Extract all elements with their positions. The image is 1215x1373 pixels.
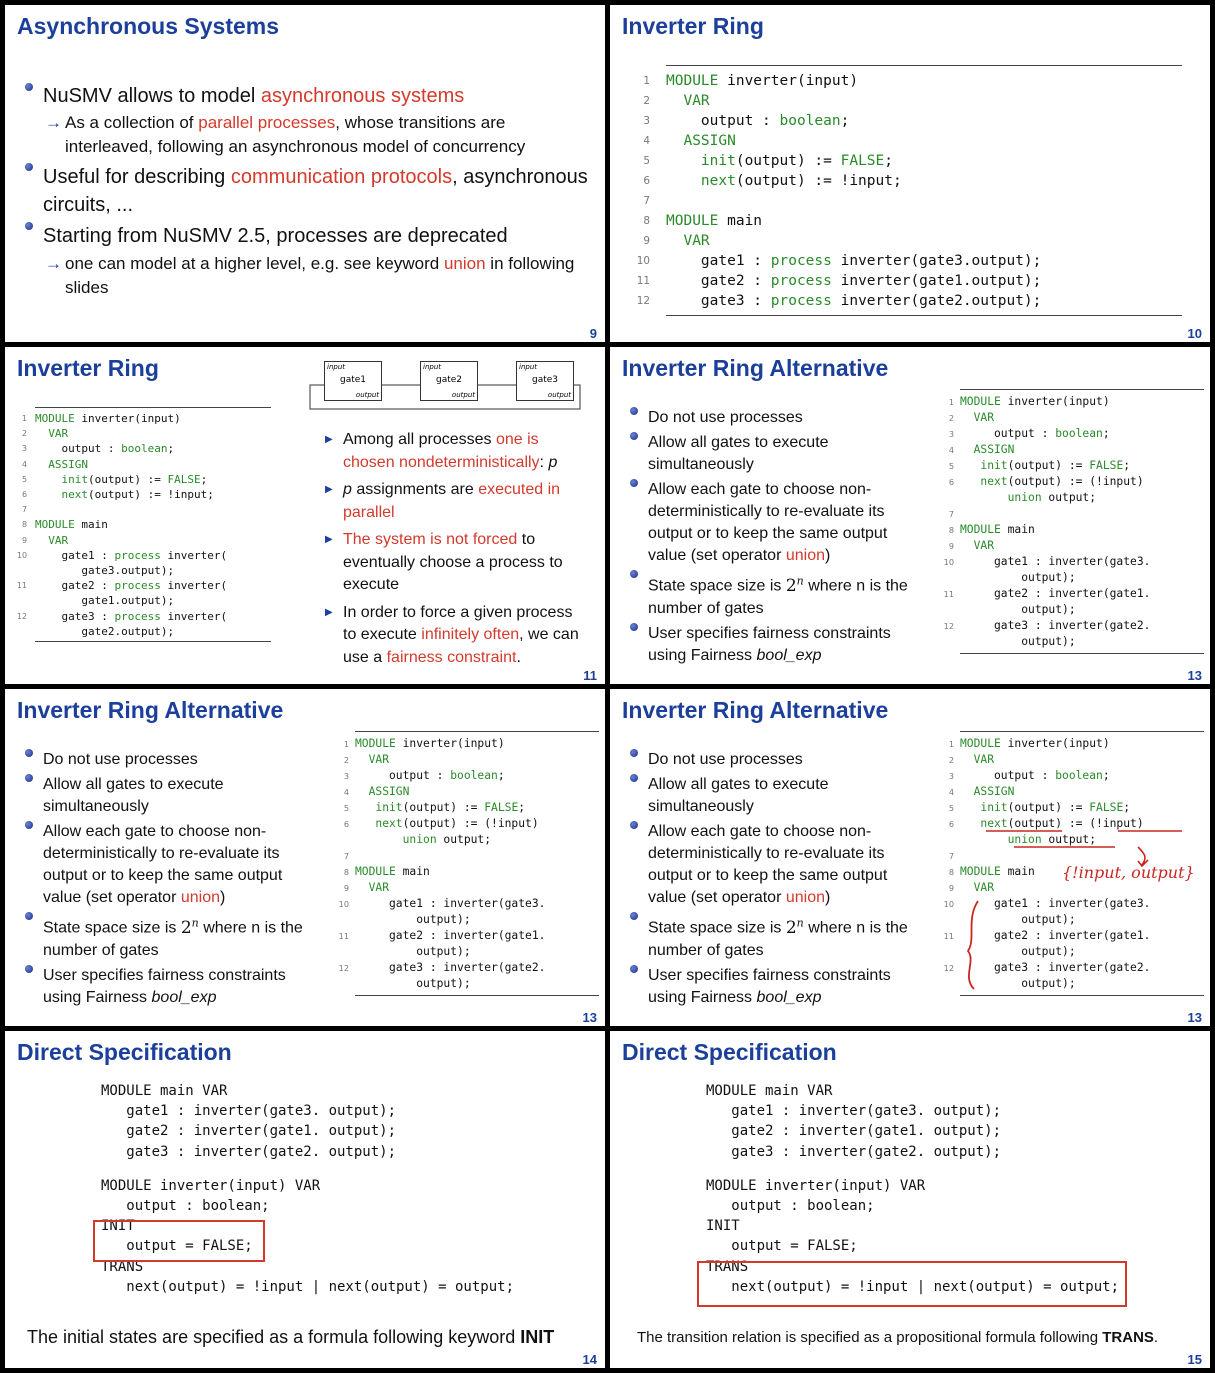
handwritten-note: {!input, output}	[1062, 863, 1195, 882]
code-line: MODULE inverter(input) VAR	[101, 1177, 321, 1194]
bullet: ▶ The system is not forced to eventually choose a process to execute	[323, 529, 585, 597]
code-line: 1 MODULE inverter(input)	[355, 736, 545, 752]
code-line: 8 MODULE main	[666, 211, 1041, 231]
code-line: 9 VAR	[666, 231, 1041, 251]
code-line: 1 MODULE inverter(input)	[960, 736, 1150, 752]
code-line: gate1 : inverter(gate3. output);	[706, 1103, 1002, 1120]
code-line: MODULE main VAR	[706, 1083, 833, 1099]
slide-title: Direct Specification	[622, 1039, 837, 1065]
code-line: union output;	[355, 833, 492, 846]
line-number: 9	[21, 535, 27, 545]
code-line: 12 gate3 : inverter(gate2.	[355, 960, 545, 976]
bullet: ▶ Among all processes one is chosen nondeterministically: p	[323, 429, 585, 474]
code-line: INIT	[101, 1218, 135, 1235]
page-number: 13	[582, 1010, 597, 1025]
line-number: 10	[636, 255, 650, 267]
code-line: 3 output : boolean;	[666, 111, 1041, 131]
code-line: 5 init(output) := FALSE;	[666, 151, 1041, 171]
code-line: MODULE main VAR	[101, 1083, 228, 1099]
line-number: 11	[943, 931, 954, 941]
line-number: 4	[948, 787, 954, 797]
code-line	[101, 1162, 514, 1176]
bullet: User specifies fairness constraints using Fairness bool_exp	[19, 965, 319, 1009]
line-number: 5	[343, 803, 349, 813]
line-number: 10	[338, 899, 349, 909]
bullet: ▶ In order to force a given process to execute infinitely often, we can use a fairness constraint.	[323, 602, 585, 670]
pen-annotations	[610, 689, 1210, 1026]
gate-box: input gate2 output	[420, 361, 478, 401]
code-line: 10 gate1 : inverter(gate3.	[960, 554, 1150, 570]
code-line: 11 gate2 : inverter(gate1.	[960, 586, 1150, 602]
code-line: output = FALSE;	[706, 1238, 858, 1255]
code-line: 9 VAR	[960, 538, 1150, 554]
line-number: 11	[338, 931, 349, 941]
bullet: Do not use processes	[624, 407, 924, 429]
code-line: 11 gate2 : inverter(gate1.	[355, 928, 545, 944]
code-line: 3 output : boolean;	[960, 768, 1150, 784]
code-line: 4 ASSIGN	[666, 131, 1041, 151]
line-number: 2	[948, 413, 954, 423]
line-number: 4	[21, 459, 27, 469]
line-number: 3	[948, 771, 954, 781]
line-number: 11	[16, 581, 27, 591]
line-number: 8	[643, 215, 650, 227]
code-line: 4 ASSIGN	[960, 442, 1150, 458]
code-line	[706, 1162, 1119, 1176]
slide-title: Inverter Ring	[17, 355, 159, 381]
code-line: output : boolean;	[706, 1198, 875, 1215]
bullet: User specifies fairness constraints using Fairness bool_exp	[624, 965, 924, 1009]
line-number: 3	[343, 771, 349, 781]
code-line: output);	[355, 977, 471, 990]
code-listing	[338, 736, 546, 992]
slide-title: Inverter Ring	[622, 13, 764, 39]
bullet: Allow each gate to choose non-deterministically to re-evaluate its output or to keep the same output value (set operator union)	[624, 479, 924, 567]
slide-title: Inverter Ring Alternative	[622, 355, 889, 381]
line-number: 1	[21, 414, 27, 423]
code-line: output);	[960, 977, 1076, 990]
code-line: output);	[960, 571, 1076, 584]
code-rule-bottom	[35, 641, 271, 642]
code-line: TRANS	[706, 1258, 749, 1275]
line-number: 10	[16, 550, 27, 560]
code-line: 8 MODULE main	[960, 522, 1150, 538]
caption: The initial states are specified as a formula following keyword INIT	[27, 1327, 555, 1347]
code-rule-top	[666, 65, 1182, 66]
line-number: 5	[948, 803, 954, 813]
code-line: 12 gate3 : inverter(gate2.	[960, 960, 1150, 976]
line-number: 6	[948, 477, 954, 487]
code-line: 12 gate3 : inverter(gate2.	[960, 618, 1150, 634]
line-number: 4	[948, 445, 954, 455]
code-line: union output;	[960, 833, 1097, 846]
code-line: gate3.output);	[35, 564, 175, 578]
inverter-ring-diagram	[308, 359, 588, 411]
code-line: gate1 : inverter(gate3. output);	[101, 1103, 397, 1120]
code-line	[343, 848, 545, 864]
code-line: union output;	[960, 491, 1097, 504]
code-line	[21, 502, 227, 517]
bullet: Starting from NuSMV 2.5, processes are deprecated	[19, 222, 589, 250]
code-line: 3 output : boolean;	[960, 426, 1150, 442]
slide-10	[610, 5, 1210, 342]
line-number: 7	[948, 509, 954, 519]
slide-13-c	[610, 689, 1210, 1026]
bullet: Allow each gate to choose non-deterministically to re-evaluate its output or to keep the same output value (set operator union)	[19, 821, 319, 909]
code-line: output);	[960, 635, 1076, 648]
slide-title: Asynchronous Systems	[17, 13, 280, 39]
page-number: 10	[1187, 326, 1202, 341]
bullet-list	[19, 749, 319, 1009]
line-number: 11	[636, 275, 650, 287]
code-line: 9 VAR	[960, 880, 1150, 896]
line-number: 7	[643, 195, 650, 207]
line-number: 8	[343, 867, 349, 877]
caption: The transition relation is specified as a propositional formula following TRANS.	[637, 1329, 1159, 1346]
line-number: 10	[943, 899, 954, 909]
gate-box: input gate1 output	[324, 361, 382, 401]
bullet: State space size is 2$^n$ where n is the number of gates	[624, 912, 924, 962]
line-number: 8	[21, 520, 27, 530]
code-rule-bottom	[666, 315, 1182, 316]
line-number: 7	[343, 851, 349, 861]
bullet: User specifies fairness constraints using Fairness bool_exp	[624, 623, 924, 667]
line-number: 9	[343, 883, 349, 893]
code-line: gate1.output);	[35, 594, 175, 608]
line-number: 11	[943, 589, 954, 599]
sub-bullet: → one can model at a higher level, e.g. see keyword union in following slides	[43, 252, 589, 300]
code-line	[643, 191, 1041, 211]
code-line: 2 VAR	[355, 752, 545, 768]
code-line: output : boolean;	[101, 1198, 270, 1215]
line-number: 9	[643, 235, 650, 247]
page-number: 11	[583, 668, 597, 683]
line-number: 3	[643, 115, 650, 127]
code-line: 2 VAR	[35, 426, 227, 441]
bullet-list	[19, 83, 589, 300]
slide-13-b	[5, 689, 605, 1026]
code-rule-bottom	[355, 995, 599, 996]
line-number: 3	[21, 444, 27, 454]
code-rule-bottom	[960, 653, 1204, 654]
bullet: ▶ p assignments are executed in parallel	[323, 479, 585, 524]
math-2n: 2$^n$	[180, 916, 199, 938]
sub-bullet: → As a collection of parallel processes, whose transitions are interleaved, following an asynchronous model of concurrency	[43, 111, 589, 159]
line-number: 9	[948, 883, 954, 893]
code-line: 1 MODULE inverter(input)	[960, 394, 1150, 410]
code-line: 5 init(output) := FALSE;	[35, 472, 227, 487]
line-number: 5	[21, 474, 27, 484]
code-line: 5 init(output) := FALSE;	[355, 800, 545, 816]
bullet-list	[323, 429, 585, 669]
slide-14	[5, 1031, 605, 1368]
code-line: 6 next(output) := (!input)	[960, 474, 1150, 490]
line-number: 6	[343, 819, 349, 829]
line-number: 2	[343, 755, 349, 765]
code-rule-top	[960, 389, 1204, 390]
slide-title: Direct Specification	[17, 1039, 232, 1065]
page-number: 9	[589, 326, 597, 341]
bullet: Useful for describing communication protocols, asynchronous circuits, ...	[19, 163, 589, 219]
code-line: 1 MODULE inverter(input)	[35, 411, 227, 426]
code-line: 3 output : boolean;	[35, 441, 227, 456]
bullet: Do not use processes	[624, 749, 924, 771]
code-line: gate2 : inverter(gate1. output);	[706, 1123, 1002, 1140]
line-number: 8	[948, 867, 954, 877]
code-line: 12 gate3 : process inverter(	[35, 609, 227, 624]
line-number: 2	[643, 95, 650, 107]
bullet: Allow each gate to choose non-deterministically to re-evaluate its output or to keep the same output value (set operator union)	[624, 821, 924, 909]
code-line: 5 init(output) := FALSE;	[960, 458, 1150, 474]
line-number: 10	[943, 557, 954, 567]
line-number: 5	[643, 155, 650, 167]
code-line: 9 VAR	[355, 880, 545, 896]
bullet: Allow all gates to execute simultaneously	[624, 432, 924, 476]
code-line: gate3 : inverter(gate2. output);	[101, 1143, 397, 1160]
code-line: 10 gate1 : inverter(gate3.	[960, 896, 1150, 912]
line-number: 6	[21, 490, 27, 500]
line-number: 7	[21, 505, 27, 515]
code-line: 10 gate1 : process inverter(gate3.output);	[666, 251, 1041, 271]
line-number: 6	[948, 819, 954, 829]
code-listing	[636, 71, 1042, 311]
gate-box: input gate3 output	[516, 361, 574, 401]
code-line: 2 VAR	[960, 752, 1150, 768]
line-number: 1	[948, 397, 954, 407]
code-line: INIT	[706, 1218, 740, 1235]
line-number: 4	[343, 787, 349, 797]
page-number: 13	[1187, 1010, 1202, 1025]
code-line: 2 VAR	[666, 91, 1041, 111]
bullet: NuSMV allows to model asynchronous systems	[19, 83, 589, 109]
code-line: 11 gate2 : process inverter(gate1.output);	[666, 271, 1041, 291]
code-rule-top	[35, 407, 271, 408]
page-number: 13	[1187, 668, 1202, 683]
line-number: 9	[948, 541, 954, 551]
bullet: State space size is 2$^n$ where n is the number of gates	[624, 570, 924, 620]
init-highlight-box	[93, 1220, 265, 1262]
code-line: 10 gate1 : process inverter(	[35, 548, 227, 563]
line-number: 8	[948, 525, 954, 535]
code-line: output);	[960, 603, 1076, 616]
code-line: next(output) = !input | next(output) = output;	[101, 1278, 515, 1295]
math-2n: 2$^n$	[785, 916, 804, 938]
line-number: 1	[643, 75, 650, 87]
code-line: gate2 : inverter(gate1. output);	[101, 1123, 397, 1140]
trans-highlight-box	[697, 1261, 1127, 1307]
code-line: output);	[960, 913, 1076, 926]
slide-title: Inverter Ring Alternative	[17, 697, 284, 723]
code-rule-top	[355, 731, 599, 732]
line-number: 12	[943, 621, 954, 631]
code-line: output);	[355, 945, 471, 958]
code-line: 8 MODULE main	[355, 864, 545, 880]
line-number: 2	[21, 429, 27, 439]
code-line: 4 ASSIGN	[35, 457, 227, 472]
code-line: 6 next(output) := (!input)	[355, 816, 545, 832]
code-line: TRANS	[101, 1258, 144, 1275]
page-number: 15	[1187, 1352, 1202, 1367]
code-line: 2 VAR	[960, 410, 1150, 426]
line-number: 7	[948, 851, 954, 861]
math-2n: 2$^n$	[785, 574, 804, 596]
code-line: 12 gate3 : process inverter(gate2.output);	[666, 291, 1041, 311]
code-line: 8 MODULE main	[960, 864, 1150, 880]
line-number: 4	[643, 135, 650, 147]
bullet: State space size is 2$^n$ where n is the number of gates	[19, 912, 319, 962]
line-number: 3	[948, 429, 954, 439]
bullet: Allow all gates to execute simultaneously	[624, 774, 924, 818]
slide-15	[610, 1031, 1210, 1368]
code-line	[948, 506, 1150, 522]
code-line: 9 VAR	[35, 533, 227, 548]
line-number: 12	[338, 963, 349, 973]
slide-title: Inverter Ring Alternative	[622, 697, 889, 723]
page-number: 14	[582, 1352, 597, 1367]
slide-13-a	[610, 347, 1210, 684]
code-line: 8 MODULE main	[35, 517, 227, 532]
code-line: gate3 : inverter(gate2. output);	[706, 1143, 1002, 1160]
code-line: output);	[355, 913, 471, 926]
code-line: 11 gate2 : inverter(gate1.	[960, 928, 1150, 944]
code-line: MODULE inverter(input) VAR	[706, 1177, 926, 1194]
line-number: 12	[16, 611, 27, 621]
code-line: 5 init(output) := FALSE;	[960, 800, 1150, 816]
slide-9	[5, 5, 605, 342]
line-number: 6	[643, 175, 650, 187]
code-line: output);	[960, 945, 1076, 958]
code-line: 1 MODULE inverter(input)	[666, 71, 1041, 91]
slide-11	[5, 347, 605, 684]
code-listing	[16, 411, 228, 639]
code-line: 11 gate2 : process inverter(	[35, 578, 227, 593]
line-number: 12	[943, 963, 954, 973]
code-line: gate2.output);	[35, 624, 175, 638]
code-line: 10 gate1 : inverter(gate3.	[355, 896, 545, 912]
code-listing	[943, 394, 1151, 650]
code-line: 6 next(output) := !input;	[666, 171, 1041, 191]
line-number: 2	[948, 755, 954, 765]
code-line: 6 next(output) := (!input)	[960, 816, 1150, 832]
line-number: 5	[948, 461, 954, 471]
code-line: 3 output : boolean;	[355, 768, 545, 784]
code-listing	[101, 1081, 514, 1297]
code-line: 4 ASSIGN	[960, 784, 1150, 800]
bullet-list	[624, 407, 924, 667]
code-line: 6 next(output) := !input;	[35, 487, 227, 502]
code-line: 4 ASSIGN	[355, 784, 545, 800]
line-number: 1	[343, 739, 349, 749]
code-line: output = FALSE;	[101, 1238, 253, 1255]
line-number: 12	[636, 295, 650, 307]
bullet: Do not use processes	[19, 749, 319, 771]
line-number: 1	[948, 739, 954, 749]
bullet: Allow all gates to execute simultaneously	[19, 774, 319, 818]
code-line: next(output) = !input | next(output) = output;	[706, 1278, 1120, 1295]
